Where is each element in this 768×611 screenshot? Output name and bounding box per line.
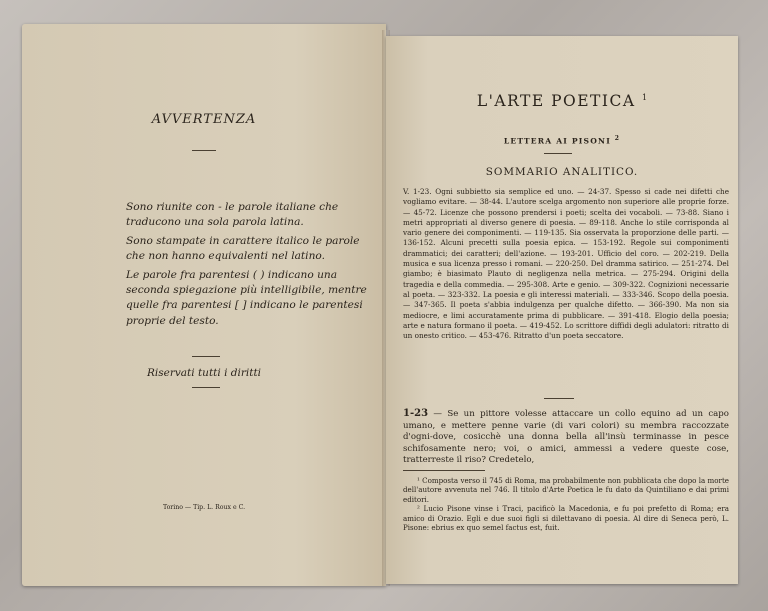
right-page [386, 36, 738, 584]
main-text: 1-23 — Se un pittore volesse attaccare un collo equino ad un capo umano, e mettere penne varie (di vari colori) su membra raccozzate d'ogni-dove, cosicchè una donna bella all'insù terminasse in pesce schifosamente nero; voi, o amici, ammessi a vedere queste cose, tratterreste il riso? Credetelo, [403, 408, 729, 466]
left-page [22, 24, 386, 586]
advertenza-paragraph: Sono stampate in carattere italico le parole che non hanno equivalenti nel latino. [126, 234, 360, 263]
title-footnote-mark: 1 [642, 92, 648, 102]
reserved-divider-top [192, 356, 220, 357]
reserved-divider-bottom [192, 387, 220, 388]
reserved-rights: Riservati tutti i diritti [146, 367, 262, 379]
footnote-2: ² Lucio Pisone vinse i Traci, pacificò la Macedonia, e fu poi prefetto di Roma; era amico di Orazio. Egli e due suoi figli si dilettavano di poesia. Al dire di Seneca però, L. Pisone: ebrius ex quo semel factus est, fuit. [403, 504, 729, 533]
summary-heading: SOMMARIO ANALITICO. [485, 166, 639, 178]
page-subtitle-text: LETTERA AI PISONI [503, 136, 611, 146]
subtitle-divider [544, 153, 572, 154]
title-divider [192, 150, 216, 151]
advertenza-paragraph: Sono riunite con - le parole italiane che traducono una sola parola latina. [126, 201, 339, 229]
summary-text: V. 1-23. Ogni subbietto sia semplice ed uno. — 24-37. Spesso si cade nei difetti che vogliamo evitare. — 38-44. L'autore scelga argomento non superiore alle proprie forze. — 45-72. Licenze che possono prendersi i poeti; scelta dei vocaboli. — 73-88. Siano i metri appropriati al diverso genere di poesia. — 89-118. Anche lo stile corrisponda al vario genere dei componimenti. — 119-135. Sia osservata la proporzione delle parti. — 136-152. Alcuni precetti sulla poesia epica. — 153-192. Regole sui componimenti drammatici; dei caratteri; dell'azione. — 193-201. Ufficio del coro. — 202-219. Della musica e sua licenza presso i romani. — 220-250. Del dramma satirico. — 251-274. Del giambo; è biasimato Plauto di negligenza nella metrica. — 275-294. Origini della tragedia e della commedia. — 295-308. Arte e genio. — 309-322. Cognizioni necessarie al poeta. — 323-332. La poesia e gli interessi materiali. — 333-346. Scopo della poesia. — 347-365. Il poeta s'abbia indulgenza per qualche difetto. — 366-390. Ma non sia mediocre, e limi accuratamente prima di pubblicare. — 391-418. Elogio della poesia; arte e natura formano il poeta. — 419-452. Lo scrittore diffidi degli adulatori: ritratto di un onesto critico. — 453-476. Ritratto d'un poeta seccatore. [403, 187, 729, 341]
footnotes [403, 476, 729, 532]
printer-imprint: Torino — Tip. L. Roux e C. [162, 504, 246, 511]
line-numbers: 1-23 [403, 408, 429, 419]
advertenza-text [126, 200, 376, 332]
page-subtitle [386, 135, 738, 146]
subtitle-footnote-mark: 2 [614, 135, 621, 142]
footnote-1: ¹ Composta verso il 745 di Roma, ma probabilmente non pubblicata che dopo la morte dell'autore avvenuta nel 746. Il titolo d'Arte Poetica le fu dato da Quintiliano e dai primi editori. [403, 476, 729, 504]
advertenza-title: AVVERTENZA [151, 112, 257, 127]
page-title-text: L'ARTE POETICA [476, 92, 636, 110]
page-title [386, 92, 738, 110]
advertenza-paragraph: Le parole fra parentesi ( ) indicano una seconda spiegazione più intelligibile, mentre quelle fra parentesi [ ] indicano le parentesi proprie del testo. [126, 268, 367, 327]
main-text-body: Se un pittore volesse attaccare un collo equino ad un capo umano, e mettere penne varie (di vari colori) su membra raccozzate d'ogni-dove, cosicchè una donna bella all'insù terminasse in pesce schifosamente nero; voi, o amici, ammessi a vedere queste cose, tratterreste il riso? Credetelo, [403, 409, 729, 466]
footnote-divider [403, 470, 485, 471]
summary-divider [544, 398, 574, 399]
